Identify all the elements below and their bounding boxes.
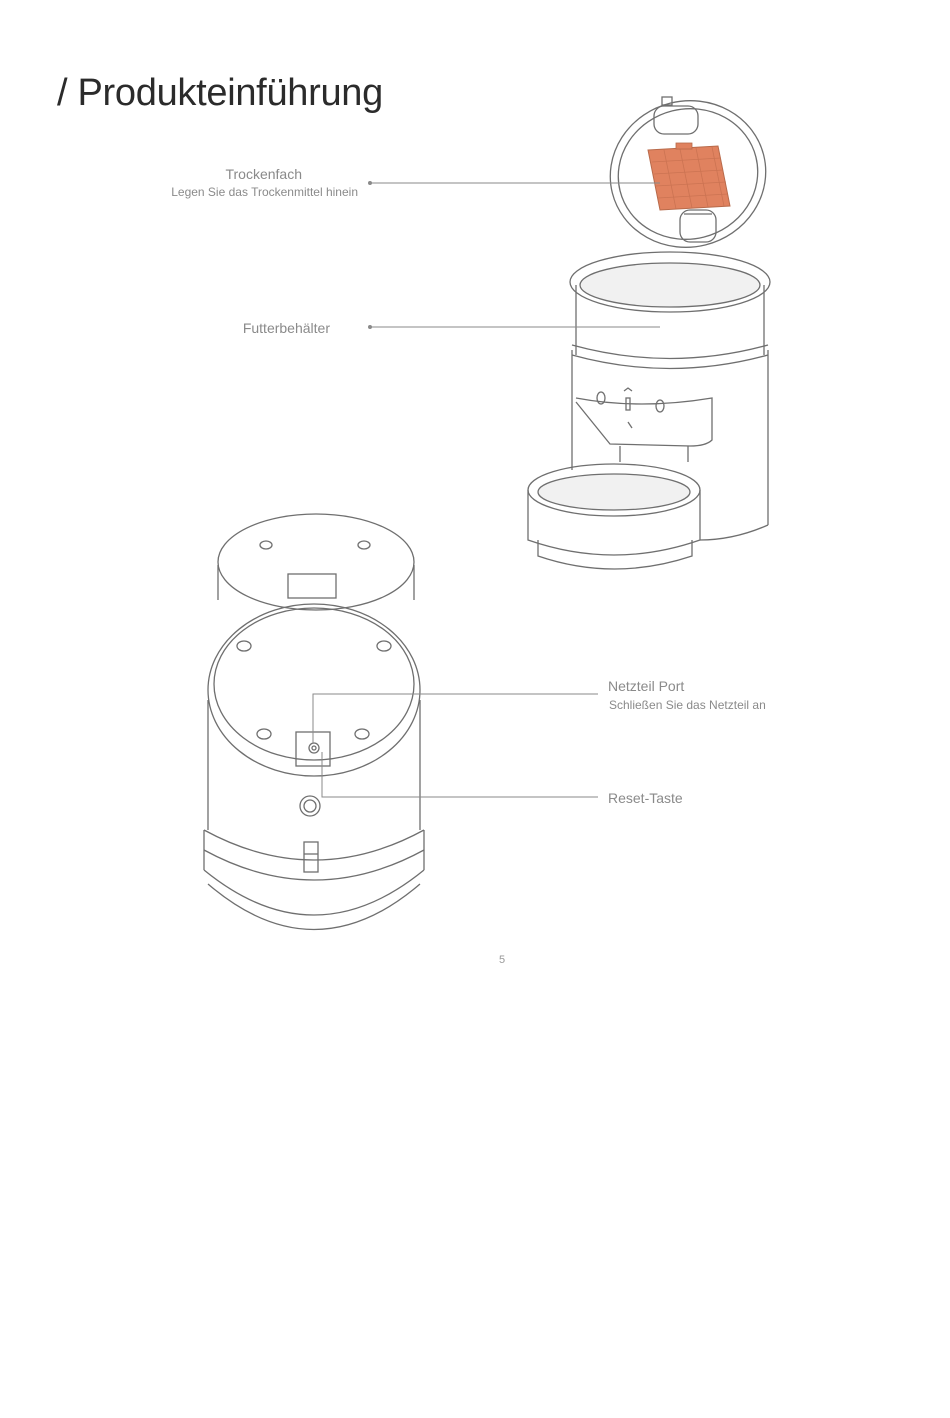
desiccant-tray-icon — [648, 143, 730, 210]
feeder-rear-illustration — [204, 514, 424, 930]
callout-power-port-description: Schließen Sie das Netzteil an — [609, 698, 766, 712]
callout-food-container-title: Futterbehälter — [242, 320, 330, 336]
leader-line-reset-button — [322, 752, 598, 797]
callout-drying-compartment-title: Trockenfach — [225, 166, 302, 182]
page-title: / Produkteinführung — [57, 72, 383, 114]
callout-reset-button-title: Reset-Taste — [608, 790, 683, 806]
feeder-body-illustration — [528, 252, 770, 569]
page-number: 5 — [499, 954, 506, 966]
callout-power-port-title: Netzteil Port — [608, 678, 685, 694]
callout-drying-compartment-description: Legen Sie das Trockenmittel hinein — [171, 185, 358, 199]
